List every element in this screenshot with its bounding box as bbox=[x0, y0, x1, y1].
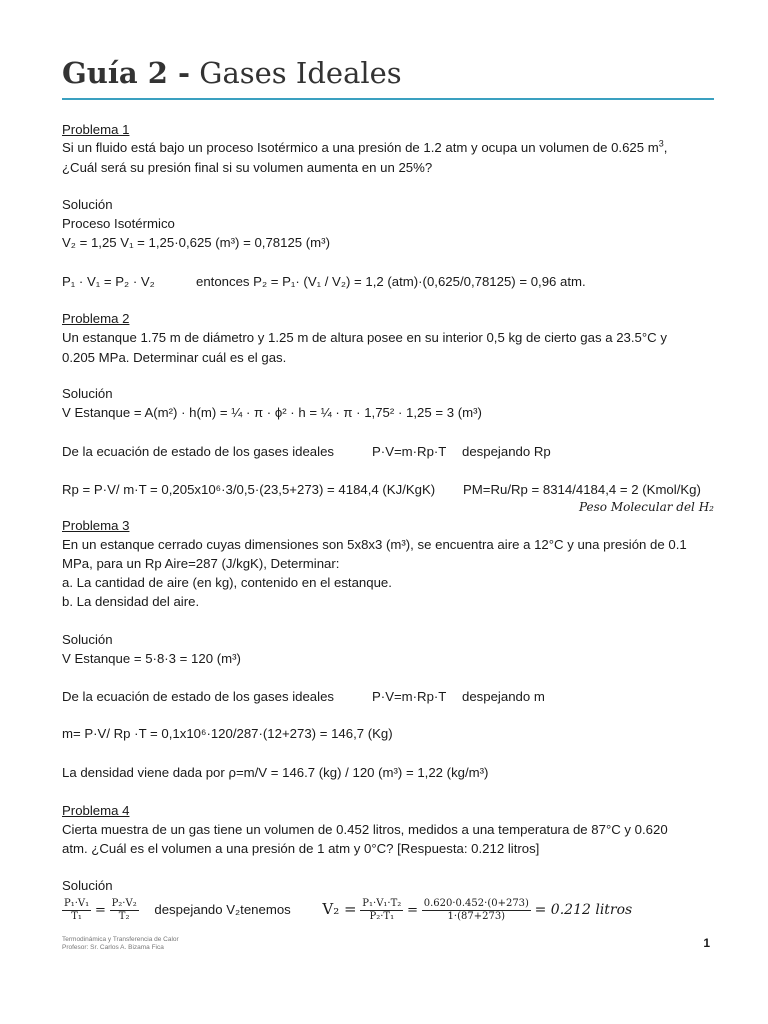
page-number: 1 bbox=[703, 936, 710, 950]
fraction-v2-formula: $\frac{\text{P₁·V₁·T₂}}{\text{P₂·T₁}}$ bbox=[362, 898, 402, 923]
problem-3-eq-2a: De la ecuación de estado de los gases ideales bbox=[62, 689, 334, 704]
problem-3-eq-4: La densidad viene dada por ρ=m/V = 146.7 (kg) / 120 (m³) = 1,22 (kg/m³) bbox=[62, 765, 489, 780]
problem-3-solution-label: Solución bbox=[62, 632, 113, 647]
equals-sign-2: = bbox=[406, 903, 419, 918]
problem-1-eq-2a: P₁ · V₁ = P₂ · V₂ bbox=[62, 274, 155, 289]
page-title: Guía 2 - Gases Ideales bbox=[62, 56, 402, 90]
problem-1-question: Si un fluido está bajo un proceso Isotérmico a una presión de 1.2 atm y ocupa un volumen de 0.625 $m^3$, bbox=[62, 138, 668, 155]
problem-3-heading: Problema 3 bbox=[62, 518, 130, 533]
problem-2-eq-2a: De la ecuación de estado de los gases ideales bbox=[62, 444, 334, 459]
title-rule bbox=[62, 98, 714, 100]
v2-label: V₂ = bbox=[322, 900, 357, 918]
problem-4-solution-label: Solución bbox=[62, 878, 113, 893]
problem-4-despejando: despejando V₂tenemos bbox=[154, 902, 291, 917]
problem-1-question-2: ¿Cuál será su presión final si su volumen aumenta en un 25%? bbox=[62, 160, 433, 175]
problem-2-question: Un estanque 1.75 m de diámetro y 1.25 m de altura posee en su interior 0,5 kg de cierto gas a 23.5°C y bbox=[62, 330, 667, 345]
problem-2-eq-1: V Estanque = A(m²) · h(m) = ¼ · π · ϕ² · h = ¼ · π · 1,75² · 1,25 = 3 (m³) bbox=[62, 405, 482, 420]
problem-2-eq-3a: Rp = P·V/ m·T = 0,205x10⁶·3/0,5·(23,5+273) = 4184,4 (KJ/KgK) bbox=[62, 482, 436, 497]
fraction-p2v2-t2: $\frac{\text{P₂·V₂}}{\text{T₂}}$ bbox=[111, 898, 137, 923]
problem-3-eq-1: V Estanque = 5·8·3 = 120 (m³) bbox=[62, 651, 241, 666]
problem-4-equation-row bbox=[62, 894, 632, 926]
problem-3-eq-2b: P·V=m·Rp·T bbox=[372, 689, 447, 704]
problem-2-eq-2c: despejando Rp bbox=[462, 444, 551, 459]
footer-professor: Profesor: Sr. Carlos A. Bizama Fica bbox=[62, 944, 164, 951]
problem-2-eq-2b: P·V=m·Rp·T bbox=[372, 444, 447, 459]
footer bbox=[62, 936, 179, 952]
equals-sign: = bbox=[94, 903, 106, 918]
fraction-v2-numbers: $\frac{0.620\cdot 0.452\cdot(0+273)}{1\cdot(87+273)}$ bbox=[423, 898, 529, 923]
problem-4-question-2: atm. ¿Cuál es el volumen a una presión de 1 atm y 0°C? [Respuesta: 0.212 litros] bbox=[62, 841, 540, 856]
problem-3-question: En un estanque cerrado cuyas dimensiones son 5x8x3 (m³), se encuentra aire a 12°C y una presión de 0.1 bbox=[62, 537, 687, 552]
problem-1-heading: Problema 1 bbox=[62, 122, 130, 137]
problem-4-heading: Problema 4 bbox=[62, 803, 130, 818]
problem-3-question-2: MPa, para un Rp Aire=287 (J/kgK), Determinar: bbox=[62, 556, 340, 571]
problem-3-item-a: a. La cantidad de aire (en kg), contenido en el estanque. bbox=[62, 575, 392, 590]
problem-1-solution-label: Solución bbox=[62, 197, 113, 212]
problem-2-solution-label: Solución bbox=[62, 386, 113, 401]
problem-2-heading: Problema 2 bbox=[62, 311, 130, 326]
problem-3-eq-3: m= P·V/ Rp ·T = 0,1x10⁶·120/287·(12+273) = 146,7 (Kg) bbox=[62, 726, 393, 741]
footer-course: Termodinámica y Transferencia de Calor bbox=[62, 936, 179, 943]
problem-1-eq-1: V₂ = 1,25 V₁ = 1,25·0,625 (m³) = 0,78125 (m³) bbox=[62, 235, 330, 250]
problem-3-eq-2c: despejando m bbox=[462, 689, 545, 704]
fraction-p1v1-t1: $\frac{\text{P₁·V₁}}{\text{T₁}}$ bbox=[64, 898, 90, 923]
problem-2-eq-3b: PM=Ru/Rp = 8314/4184,4 = 2 (Kmol/Kg) bbox=[463, 482, 701, 497]
problem-4-question: Cierta muestra de un gas tiene un volumen de 0.452 litros, medidos a una temperatura de 87°C y 0.620 bbox=[62, 822, 668, 837]
problem-2-note: Peso Molecular del H₂ bbox=[579, 500, 714, 514]
problem-3-item-b: b. La densidad del aire. bbox=[62, 594, 200, 609]
problem-2-question-2: 0.205 MPa. Determinar cuál es el gas. bbox=[62, 350, 287, 365]
problem-1-process: Proceso Isotérmico bbox=[62, 216, 175, 231]
problem-4-result: = 0.212 litros bbox=[534, 902, 633, 918]
problem-1-eq-2b: entonces P₂ = P₁· (V₁ / V₂) = 1,2 (atm)·(0,625/0,78125) = 0,96 atm. bbox=[196, 274, 586, 289]
